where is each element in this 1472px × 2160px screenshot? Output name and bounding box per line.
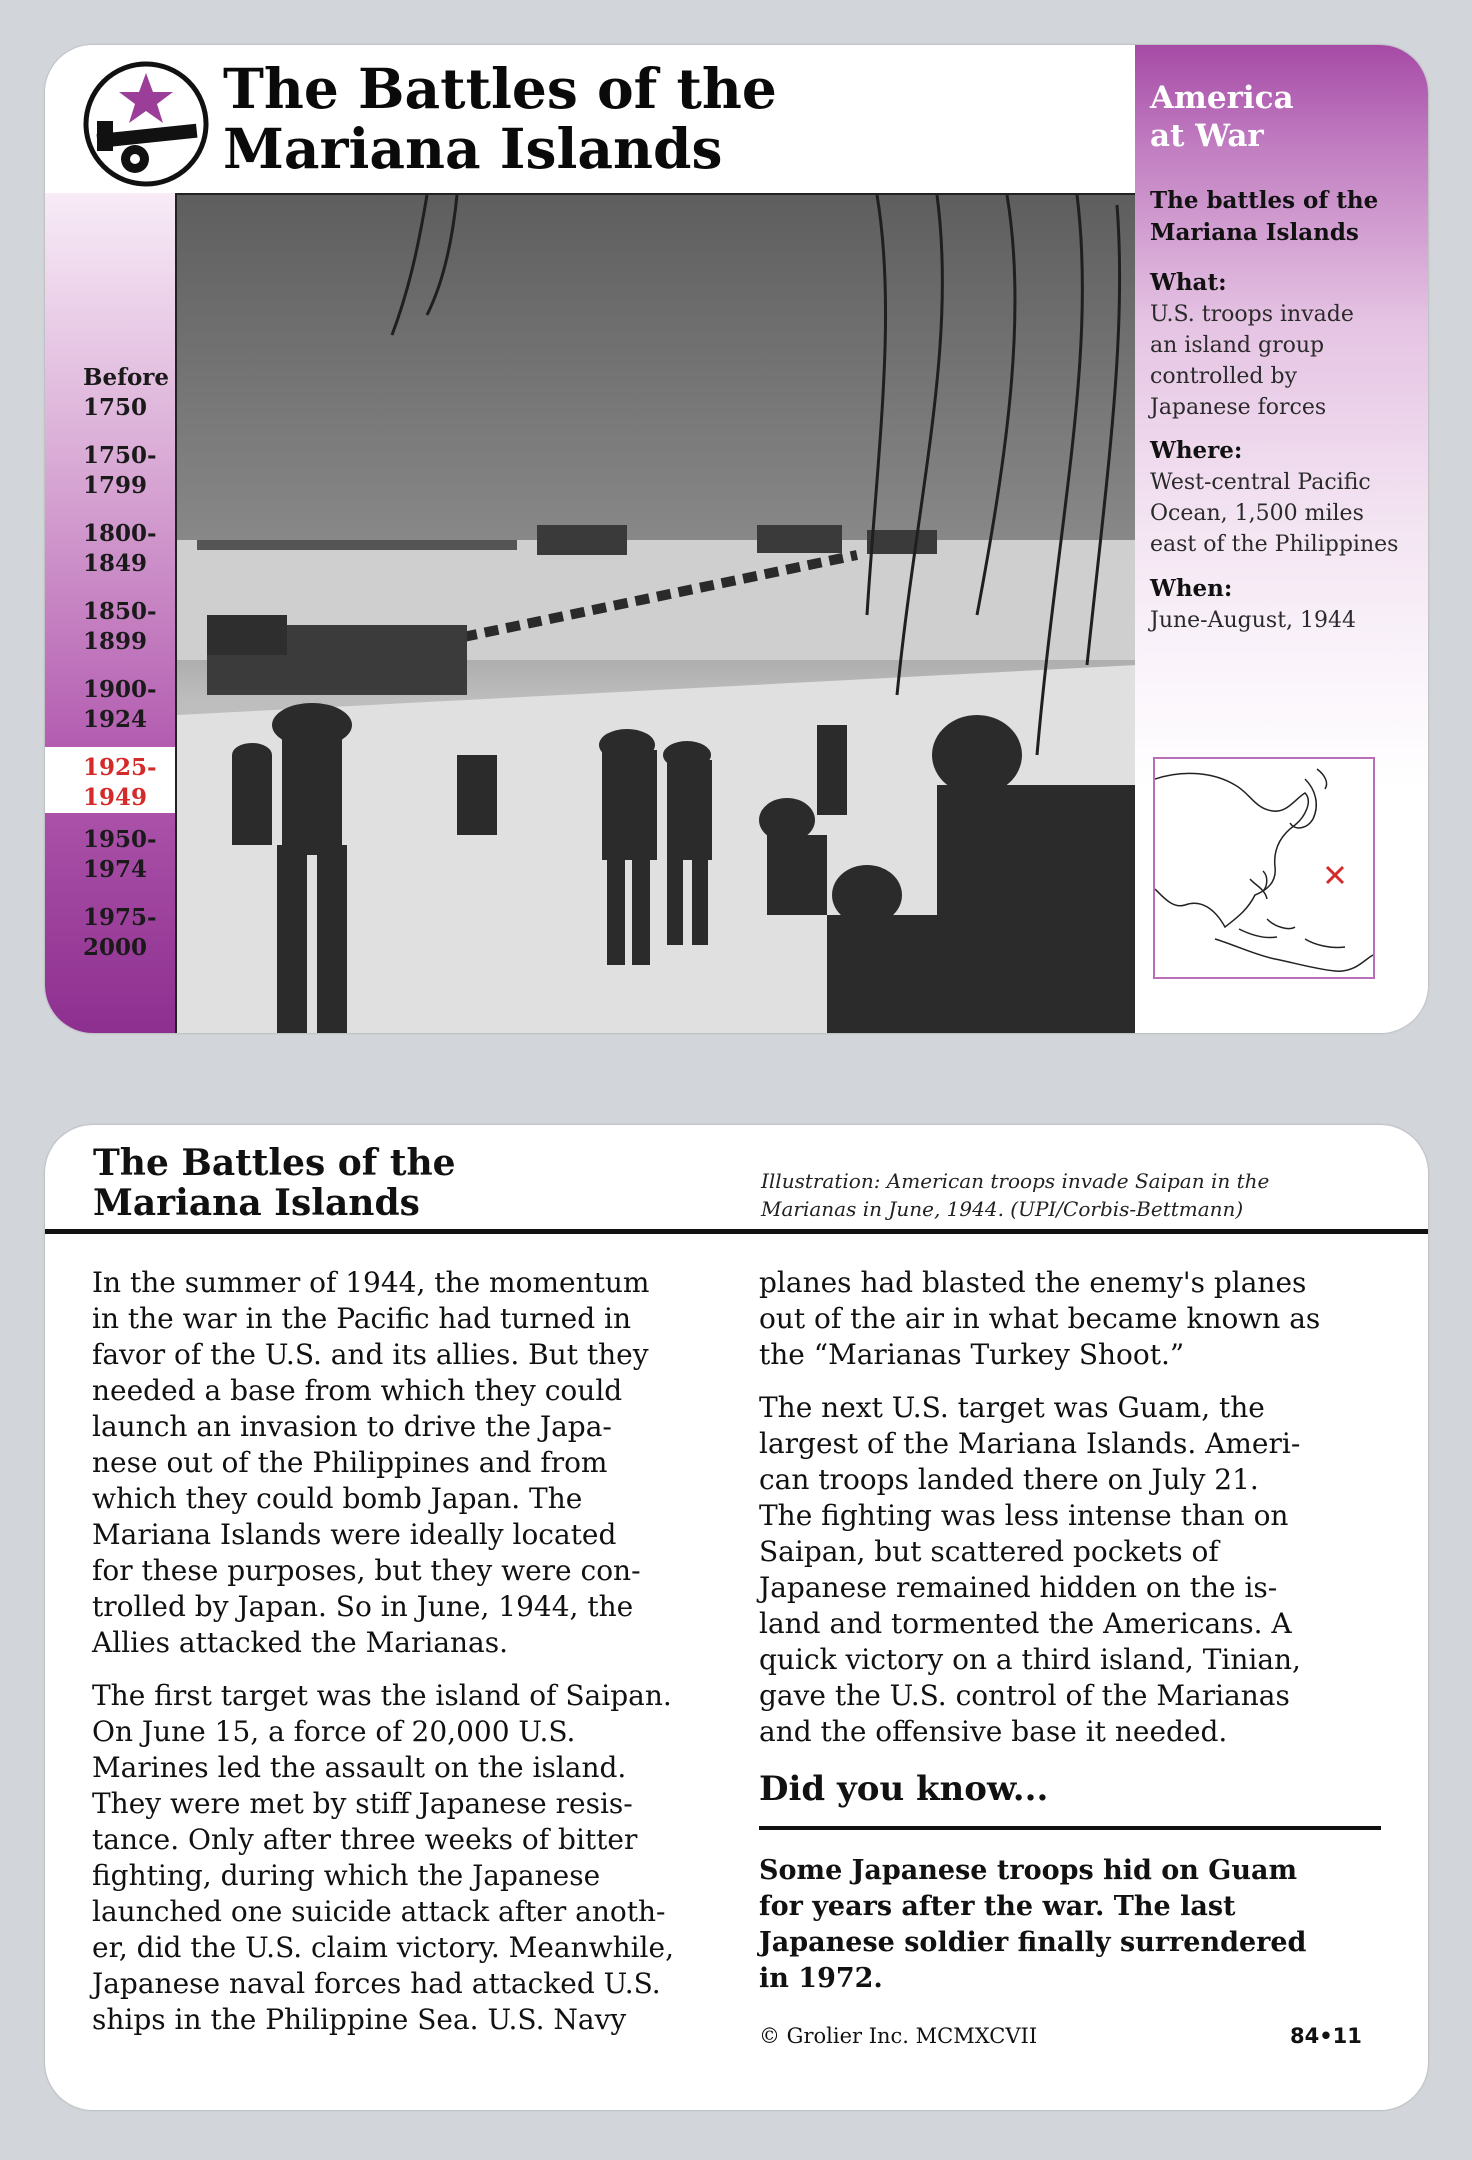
era-1975-2000 [45, 903, 167, 959]
did-you-know-text [759, 1853, 1399, 1997]
text-line: planes had blasted the enemy's planes [759, 1266, 1307, 1299]
back-title [93, 1143, 613, 1223]
text-line: ships in the Philippine Sea. U.S. Navy [92, 2003, 627, 2036]
text-line: in 1972. [759, 1963, 883, 1994]
era-1750-1799 [45, 441, 167, 497]
when-line: June-August, 1944 [1150, 608, 1357, 633]
era-1925-1949-active [45, 747, 177, 813]
text-line: Allies attacked the Marianas. [92, 1626, 509, 1659]
what-line: controlled by [1150, 364, 1298, 389]
text-line: gave the U.S. control of the Marianas [759, 1679, 1290, 1712]
era-1850-1899 [45, 597, 167, 653]
text-line: for years after the war. The last [759, 1891, 1236, 1922]
did-you-know-divider [759, 1826, 1381, 1830]
copyright-notice: © Grolier Inc. MCMXCVII [759, 2024, 1038, 2048]
text-line: launched one suicide attack after anoth- [92, 1895, 666, 1928]
article-paragraph [92, 1678, 732, 2038]
card-title-line: The Battles of the [223, 56, 777, 121]
series-title-line: America [1150, 80, 1294, 116]
text-line: the “Marianas Turkey Shoot.” [759, 1338, 1185, 1371]
text-line: Japanese soldier finally surrendered [759, 1927, 1307, 1958]
did-you-know-heading: Did you know... [759, 1769, 1049, 1809]
text-line: Mariana Islands were ideally located [92, 1518, 617, 1551]
era-label: 1975- [83, 904, 157, 931]
where-line: east of the Philippines [1150, 532, 1399, 557]
when-section [1150, 573, 1420, 636]
era-1900-1924 [45, 675, 167, 731]
what-section [1150, 267, 1420, 423]
text-line: can troops landed there on July 21. [759, 1463, 1259, 1496]
where-line: Ocean, 1,500 miles [1150, 501, 1364, 526]
series-title [1150, 79, 1294, 155]
text-line: needed a base from which they could [92, 1374, 623, 1407]
caption-line: Marianas in June, 1944. (UPI/Corbis-Bettmann) [761, 1197, 1244, 1221]
text-line: quick victory on a third island, Tinian, [759, 1643, 1301, 1676]
text-line: favor of the U.S. and its allies. But they [92, 1338, 649, 1371]
when-text [1150, 605, 1420, 636]
text-line: in the war in the Pacific had turned in [92, 1302, 632, 1335]
era-1800-1849 [45, 519, 167, 575]
cannon-star-emblem-icon [83, 61, 209, 187]
era-label: 1925- [83, 754, 157, 781]
era-1950-1974 [45, 825, 167, 881]
text-line: Saipan, but scattered pockets of [759, 1535, 1219, 1568]
text-line: On June 15, a force of 20,000 U.S. [92, 1715, 576, 1748]
era-label: 1800- [83, 520, 157, 547]
article-paragraph [92, 1265, 732, 1661]
front-card [45, 45, 1428, 1033]
card-title-line: Mariana Islands [223, 116, 723, 181]
what-line: an island group [1150, 333, 1325, 358]
era-label: 1949 [83, 784, 148, 811]
pacific-location-map [1153, 757, 1375, 979]
text-line: and the offensive base it needed. [759, 1715, 1228, 1748]
what-line: Japanese forces [1150, 395, 1327, 420]
era-label: 1799 [83, 472, 148, 499]
text-line: Some Japanese troops hid on Guam [759, 1855, 1298, 1886]
era-label: 1899 [83, 628, 148, 655]
era-label: Before [83, 364, 170, 391]
text-line: tance. Only after three weeks of bitter [92, 1823, 638, 1856]
series-title-line: at War [1150, 118, 1264, 154]
back-title-line: Mariana Islands [93, 1182, 420, 1224]
header-divider [45, 1229, 1428, 1234]
era-label: 2000 [83, 934, 148, 961]
fact-heading-line: The battles of the [1150, 187, 1379, 214]
where-section [1150, 435, 1420, 560]
era-label: 1850- [83, 598, 157, 625]
card-number: 84•11 [1290, 2024, 1362, 2048]
text-line: er, did the U.S. claim victory. Meanwhile, [92, 1931, 674, 1964]
where-text [1150, 467, 1420, 560]
text-line: land and tormented the Americans. A [759, 1607, 1292, 1640]
text-line: They were met by stiff Japanese resis- [92, 1787, 633, 1820]
text-line: The next U.S. target was Guam, the [759, 1391, 1265, 1424]
era-timeline [45, 363, 177, 981]
beach-landing-photo [175, 193, 1137, 1033]
back-title-line: The Battles of the [93, 1142, 456, 1184]
what-text [1150, 299, 1420, 423]
where-label: Where: [1150, 437, 1243, 464]
text-line: fighting, during which the Japanese [92, 1859, 601, 1892]
caption-line: Illustration: American troops invade Saipan in the [761, 1169, 1270, 1193]
text-line: which they could bomb Japan. The [92, 1482, 583, 1515]
photo-caption [761, 1167, 1401, 1223]
text-line: for these purposes, but they were con- [92, 1554, 641, 1587]
text-line: The first target was the island of Saipan. [92, 1679, 672, 1712]
card-title [223, 56, 1103, 181]
text-line: The fighting was less intense than on [759, 1499, 1289, 1532]
era-before-1750 [45, 363, 170, 421]
era-label: 1750 [83, 394, 148, 421]
era-label: 1950- [83, 826, 157, 853]
fact-panel [1135, 45, 1428, 1033]
article-paragraph [759, 1390, 1399, 1750]
text-line: largest of the Mariana Islands. Ameri- [759, 1427, 1301, 1460]
article-column-left [92, 1265, 732, 2055]
article-paragraph [759, 1265, 1399, 1373]
era-label: 1924 [83, 706, 148, 733]
era-label: 1974 [83, 856, 148, 883]
text-line: nese out of the Philippines and from [92, 1446, 608, 1479]
era-label: 1750- [83, 442, 157, 469]
text-line: trolled by Japan. So in June, 1944, the [92, 1590, 634, 1623]
when-label: When: [1150, 575, 1233, 602]
text-line: In the summer of 1944, the momentum [92, 1266, 650, 1299]
where-line: West-central Pacific [1150, 470, 1371, 495]
what-line: U.S. troops invade [1150, 302, 1354, 327]
era-label: 1900- [83, 676, 157, 703]
fact-heading-line: Mariana Islands [1150, 219, 1359, 246]
text-line: Marines led the assault on the island. [92, 1751, 627, 1784]
text-line: Japanese naval forces had attacked U.S. [92, 1967, 661, 2000]
text-line: out of the air in what became known as [759, 1302, 1321, 1335]
back-card [45, 1125, 1428, 2110]
text-line: launch an invasion to drive the Japa- [92, 1410, 612, 1443]
what-label: What: [1150, 269, 1227, 296]
marianas-marker-icon [1327, 867, 1343, 883]
text-line: Japanese remained hidden on the is- [759, 1571, 1278, 1604]
article-column-right [759, 1265, 1399, 1767]
era-label: 1849 [83, 550, 148, 577]
fact-heading [1150, 185, 1420, 249]
